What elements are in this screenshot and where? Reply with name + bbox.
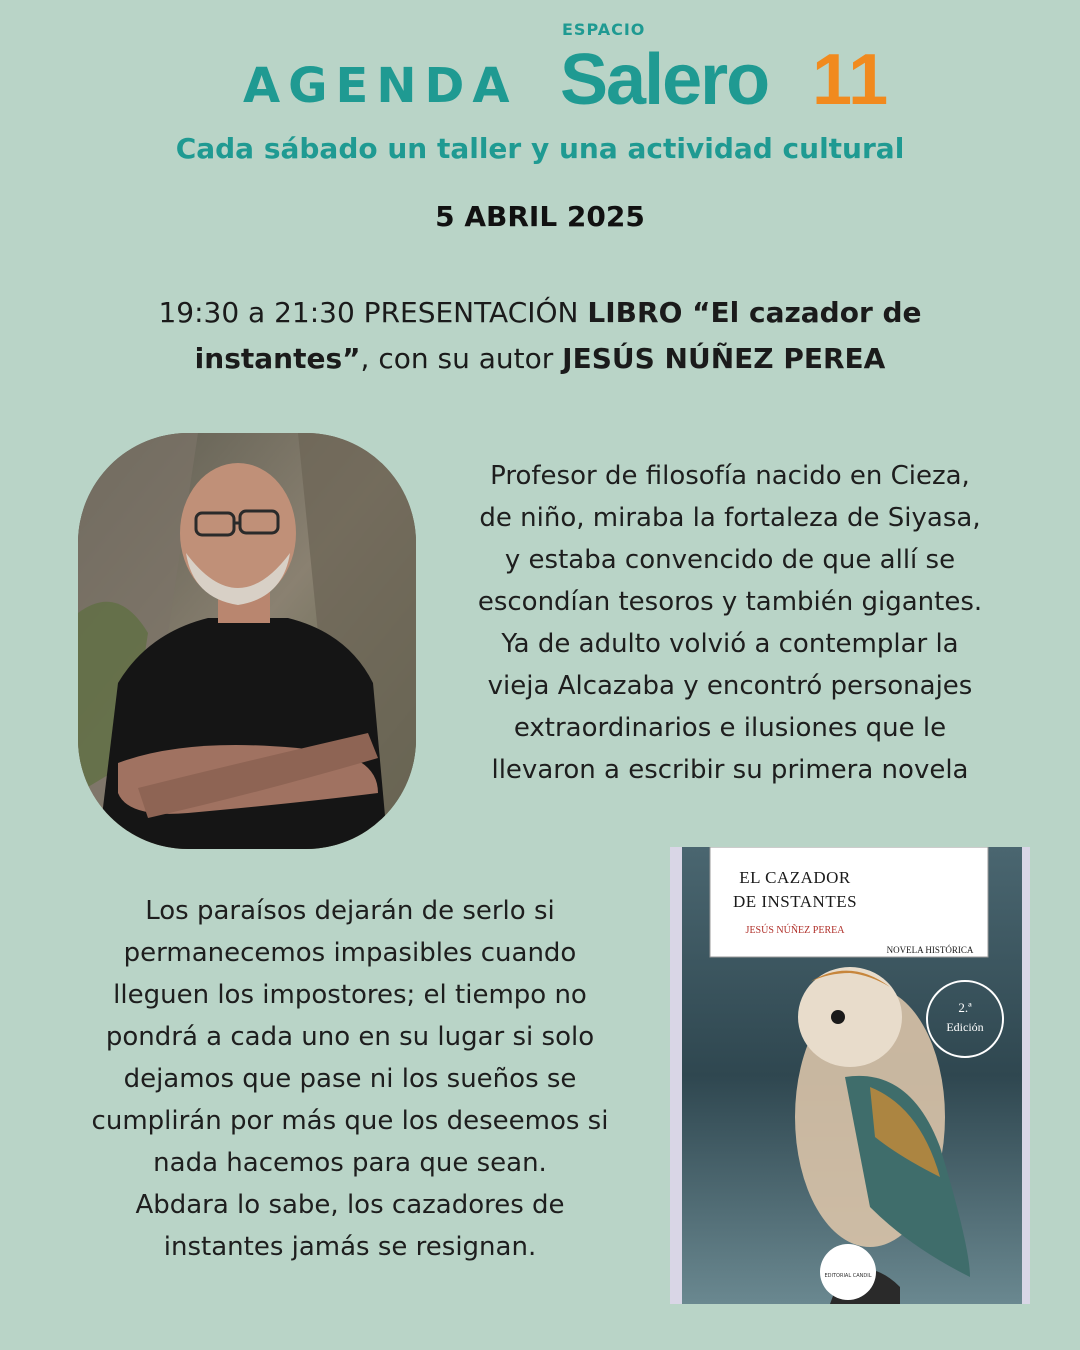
edition-number: 2.ª [958,1000,972,1015]
event-title [80,290,1000,382]
author-bio: Profesor de filosofía nacido en Cieza, de niño, miraba la fortaleza de Siyasa, y estaba convencido de que allí se escondían tesoros y también gigantes. Ya de adulto volvió a contemplar la vieja Alcazaba y encontró personajes extraordinarios e ilusiones que le llevaron a escribir su primera novela [477,461,983,785]
edition-label: Edición [946,1020,984,1034]
book-cover [670,847,1030,1304]
event-with-author: , con su autor [360,342,563,375]
publisher-logo: EDITORIAL CANDIL [824,1273,872,1279]
event-date: 5 ABRIL 2025 [435,200,645,233]
cover-title-line2: DE INSTANTES [732,892,858,911]
salero-logo-number: 11 [812,40,889,120]
event-time-prefix: 19:30 a 21:30 PRESENTACIÓN [158,296,588,329]
agenda-title: AGENDA [243,58,518,114]
event-book-label: LIBRO “El cazador de instantes” [194,296,922,375]
cover-author: JESÚS NÚÑEZ PEREA [745,925,845,936]
event-author: JESÚS NÚÑEZ PEREA [562,342,886,375]
salero-logo-text: Salero [560,40,769,120]
cover-genre: NOVELA HISTÓRICA [886,945,974,955]
author-photo [78,433,416,849]
book-synopsis: Los paraísos dejarán de serlo si permanecemos impasibles cuando lleguen los impostores; el tiempo no pondrá a cada uno en su lugar si solo dejamos que pase ni los sueños se cumplirán por más que los deseemos si nada hacemos para que sean. Abdara lo sabe, los cazadores de instantes jamás se resignan. [91,896,609,1262]
tagline: Cada sábado un taller y una actividad cultural [175,132,905,165]
cover-title-line1: EL CAZADOR [739,868,851,887]
espacio-label: ESPACIO [562,20,646,39]
